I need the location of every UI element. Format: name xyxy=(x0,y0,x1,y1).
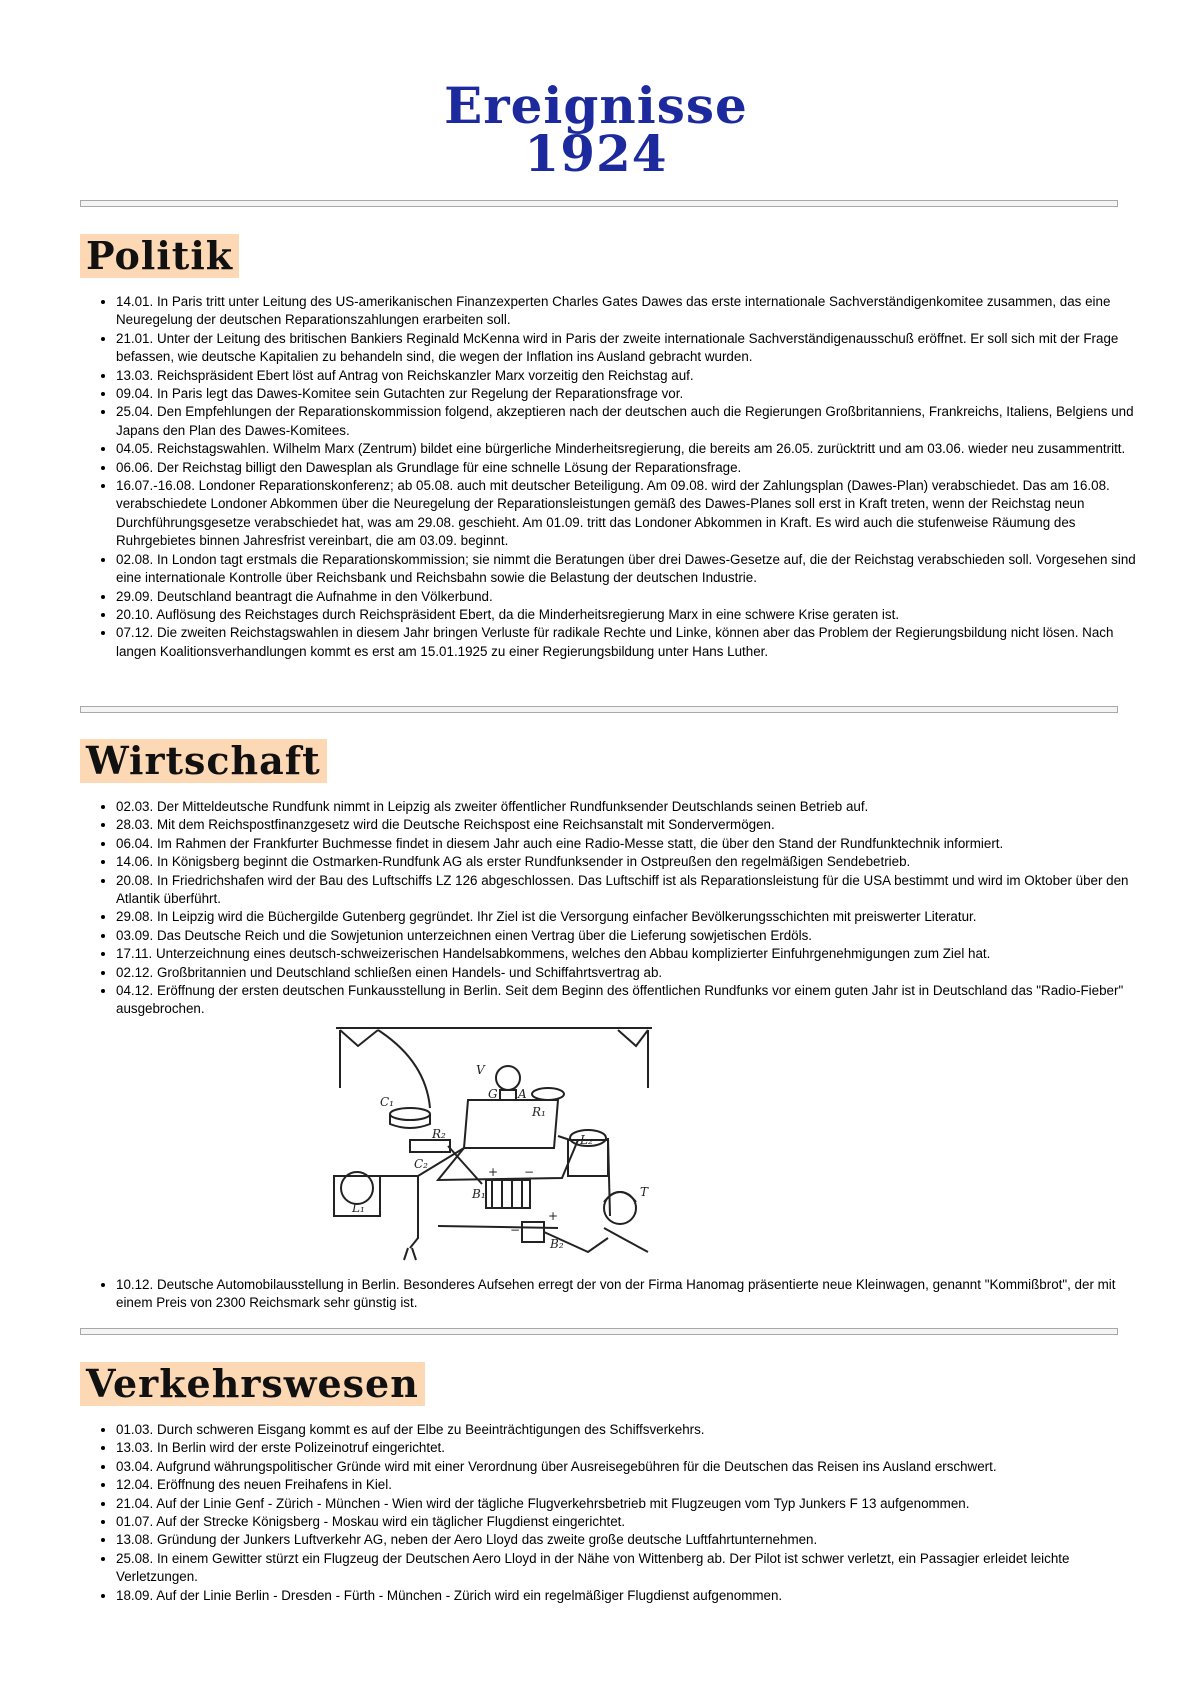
event-item: • 06.06. Der Reichstag billigt den Dawesplan als Grundlage für eine schnelle Lösung der Reparationsfrage. xyxy=(116,459,1138,477)
event-item: • 07.12. Die zweiten Reichstagswahlen in diesem Jahr bringen Verluste für radikale Rechte und Linke, können aber das Problem der Regierungsbildung nicht lösen. Nach langen Koalitionsverhandlungen kommt es erst am 15.01.1925 zu einer Regierungsbildung unter Hans Luther. xyxy=(116,624,1138,661)
diagram-label-plus-b2: + xyxy=(548,1209,559,1223)
event-item: • 14.01. In Paris tritt unter Leitung des US-amerikanischen Finanzexperten Charles Gates Dawes das erste internationale Sachverständigenkomitee zusammen, das eine Neuregelung der deutschen Reparationszahlungen erarbeiten soll. xyxy=(116,293,1138,330)
diagram-label-l2: L₂ xyxy=(580,1133,593,1147)
event-item: • 25.04. Den Empfehlungen der Reparationskommission folgend, akzeptieren nach der deutschen auch die Regierungen Großbritanniens, Frankreichs, Italiens, Belgiens und Japans den Plan des Dawes-Komitees. xyxy=(116,403,1138,440)
event-item: • 16.07.-16.08. Londoner Reparationskonferenz; ab 05.08. auch mit deutscher Beteiligung. Am 09.08. wird der Zahlungsplan (Dawes-Plan) verabschiedet. Das am 16.08. verabschiedete Londoner Abkommen über die Neuregelung der Reparationsleistungen gemäß des Dawes-Planes soll erst in Kraft treten, wenn der Reichstag neun Durchführungsgesetze verabschiedet hat, was am 29.08. geschieht. Am 01.09. tritt das Londoner Abkommen in Kraft. Es wird auch die stufenweise Räumung des Ruhrgebietes binnen Jahresfrist vereinbart, die am 03.09. beginnt. xyxy=(116,477,1138,551)
radio-circuit-illustration xyxy=(318,1016,654,1262)
diagram-label-t: T xyxy=(640,1185,649,1199)
event-item: • 13.08. Gründung der Junkers Luftverkehr AG, neben der Aero Lloyd das zweite große deutsche Luftfahrtunternehmen. xyxy=(116,1531,1138,1549)
event-item: • 06.04. Im Rahmen der Frankfurter Buchmesse findet in diesem Jahr auch eine Radio-Messe statt, die über den Stand der Rundfunktechnik informiert. xyxy=(116,835,1138,853)
event-item: • 17.11. Unterzeichnung eines deutsch-schweizerischen Handelsabkommens, welches den Abbau komplizierter Einfuhrgenehmigungen zum Ziel hat. xyxy=(116,945,1138,963)
event-item: • 21.01. Unter der Leitung des britischen Bankiers Reginald McKenna wird in Paris der zweite internationale Sachverständigenausschuß eröffnet. Er soll sich mit der Frage befassen, wie deutsche Kapitalien zu behandeln sind, die wegen der Inflation ins Ausland gebracht wurden. xyxy=(116,330,1138,367)
diagram-label-v: V xyxy=(476,1063,485,1077)
politik-event-list xyxy=(98,293,1138,661)
event-item: • 02.03. Der Mitteldeutsche Rundfunk nimmt in Leipzig als zweiter öffentlicher Rundfunksender Deutschlands seinen Betrieb auf. xyxy=(116,798,1138,816)
verkehrswesen-event-list xyxy=(98,1421,1138,1605)
diagram-label-plus-b1: + xyxy=(488,1165,499,1179)
wirtschaft-event-list xyxy=(98,798,1138,1019)
event-item: • 29.09. Deutschland beantragt die Aufnahme in den Völkerbund. xyxy=(116,588,1138,606)
event-item: • 01.03. Durch schweren Eisgang kommt es auf der Elbe zu Beeinträchtigungen des Schiffsverkehrs. xyxy=(116,1421,1138,1439)
diagram-label-c2: C₂ xyxy=(414,1157,428,1171)
diagram-label-a: A xyxy=(518,1087,527,1101)
title-line-2: 1924 xyxy=(524,124,668,183)
title-line-1: Ereignisse xyxy=(444,76,748,135)
diagram-label-minus-b2: − xyxy=(510,1223,521,1237)
section-heading-verkehrswesen: Verkehrswesen xyxy=(80,1362,425,1406)
wirtschaft-event-list-continued xyxy=(98,1276,1138,1313)
divider-politik xyxy=(80,706,1118,713)
event-item: • 03.04. Aufgrund währungspolitischer Gründe wird mit einer Verordnung über Ausreisegebühren für die Deutschen das Reisen ins Ausland erschwert. xyxy=(116,1458,1138,1476)
divider-top xyxy=(80,200,1118,207)
diagram-label-g: G xyxy=(488,1087,498,1101)
event-item: • 04.05. Reichstagswahlen. Wilhelm Marx (Zentrum) bildet eine bürgerliche Minderheitsregierung, die bereits am 26.05. zurücktritt und am 03.06. wieder neu zusammentritt. xyxy=(116,440,1138,458)
event-item: • 03.09. Das Deutsche Reich und die Sowjetunion unterzeichnen einen Vertrag über die Lieferung sowjetischen Erdöls. xyxy=(116,927,1138,945)
diagram-label-c1: C₁ xyxy=(380,1095,394,1109)
event-item: • 20.10. Auflösung des Reichstages durch Reichspräsident Ebert, da die Minderheitsregierung Marx in eine schwere Krise geraten ist. xyxy=(116,606,1138,624)
section-heading-wirtschaft: Wirtschaft xyxy=(80,739,327,783)
event-item: • 01.07. Auf der Strecke Königsberg - Moskau wird ein täglicher Flugdienst eingerichtet. xyxy=(116,1513,1138,1531)
diagram-label-b2: B₂ xyxy=(550,1237,564,1251)
diagram-label-minus-b1: − xyxy=(524,1165,535,1179)
event-item: • 10.12. Deutsche Automobilausstellung in Berlin. Besonderes Aufsehen erregt der von der Firma Hanomag präsentierte neue Kleinwagen, genannt "Kommißbrot", der mit einem Preis von 2300 Reichsmark sehr günstig ist. xyxy=(116,1276,1138,1313)
event-item: • 29.08. In Leipzig wird die Büchergilde Gutenberg gegründet. Ihr Ziel ist die Versorgung einfacher Bevölkerungsschichten mit preiswerter Literatur. xyxy=(116,908,1138,926)
diagram-label-r2: R₂ xyxy=(432,1127,446,1141)
section-heading-politik: Politik xyxy=(80,234,239,278)
event-item: • 20.08. In Friedrichshafen wird der Bau des Luftschiffs LZ 126 abgeschlossen. Das Luftschiff ist als Reparationsleistung für die USA bestimmt und wird im Oktober über den Atlantik überführt. xyxy=(116,872,1138,909)
event-item: • 25.08. In einem Gewitter stürzt ein Flugzeug der Deutschen Aero Lloyd in der Nähe von Wittenberg ab. Der Pilot ist schwer verletzt, ein Passagier erleidet leichte Verletzungen. xyxy=(116,1550,1138,1587)
divider-wirtschaft xyxy=(80,1328,1118,1335)
event-item: • 14.06. In Königsberg beginnt die Ostmarken-Rundfunk AG als erster Rundfunksender in Ostpreußen den regelmäßigen Sendebetrieb. xyxy=(116,853,1138,871)
event-item: • 13.03. Reichspräsident Ebert löst auf Antrag von Reichskanzler Marx vorzeitig den Reichstag auf. xyxy=(116,367,1138,385)
page-title xyxy=(0,76,1192,183)
event-item: • 02.08. In London tagt erstmals die Reparationskommission; sie nimmt die Beratungen über drei Dawes-Gesetze auf, die der Reichstag verabschieden soll. Vorgesehen sind eine internationale Kontrolle über Reichsbank und Reichsbahn sowie die Belastung der deutschen Industrie. xyxy=(116,551,1138,588)
event-item: • 12.04. Eröffnung des neuen Freihafens in Kiel. xyxy=(116,1476,1138,1494)
diagram-label-r1: R₁ xyxy=(532,1105,546,1119)
event-item: • 04.12. Eröffnung der ersten deutschen Funkausstellung in Berlin. Seit dem Beginn des öffentlichen Rundfunks vor einem guten Jahr ist in Deutschland das "Radio-Fieber" ausgebrochen. xyxy=(116,982,1138,1019)
diagram-label-b1: B₁ xyxy=(472,1187,486,1201)
diagram-label-l1: L₁ xyxy=(352,1201,365,1215)
event-item: • 21.04. Auf der Linie Genf - Zürich - München - Wien wird der tägliche Flugverkehrsbetrieb mit Flugzeugen vom Typ Junkers F 13 aufgenommen. xyxy=(116,1495,1138,1513)
event-item: • 13.03. In Berlin wird der erste Polizeinotruf eingerichtet. xyxy=(116,1439,1138,1457)
event-item: • 02.12. Großbritannien und Deutschland schließen einen Handels- und Schiffahrtsvertrag ab. xyxy=(116,964,1138,982)
event-item: • 18.09. Auf der Linie Berlin - Dresden - Fürth - München - Zürich wird ein regelmäßiger Flugdienst aufgenommen. xyxy=(116,1587,1138,1605)
event-item: • 28.03. Mit dem Reichspostfinanzgesetz wird die Deutsche Reichspost eine Reichsanstalt mit Sondervermögen. xyxy=(116,816,1138,834)
event-item: • 09.04. In Paris legt das Dawes-Komitee sein Gutachten zur Regelung der Reparationsfrage vor. xyxy=(116,385,1138,403)
